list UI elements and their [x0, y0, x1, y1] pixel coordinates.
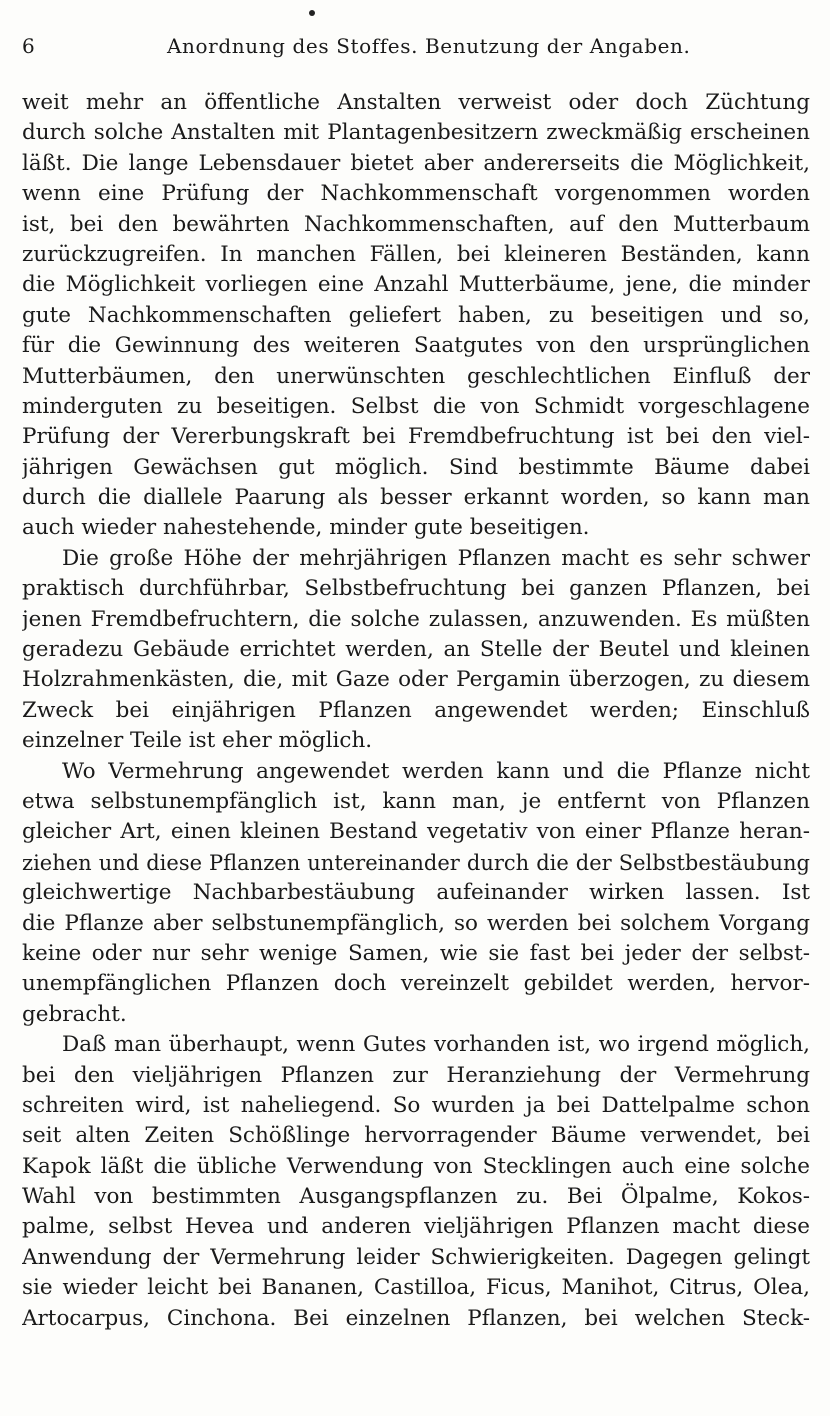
page-number: 6: [22, 34, 36, 58]
text-line: Zweck bei einjährigen Pflanzen angewendet werden; Einschluß: [22, 697, 810, 723]
text-line: gleicher Art, einen kleinen Bestand vegetativ von einer Pflanze heran-: [22, 819, 810, 845]
text-line: jährigen Gewächsen gut möglich. Sind bestimmte Bäume dabei: [22, 454, 810, 480]
text-line: Artocarpus, Cinchona. Bei einzelnen Pflanzen, bei welchen Steck-: [22, 1305, 810, 1331]
text-line: jenen Fremdbefruchtern, die solche zulassen, anzuwenden. Es müßten: [22, 606, 810, 632]
text-line: keine oder nur sehr wenige Samen, wie sie fast bei jeder der selbst-: [22, 940, 810, 966]
paragraph-1: [22, 88, 810, 544]
text-line: für die Gewinnung des weiteren Saatgutes von den ursprünglichen: [22, 333, 810, 359]
text-line: wenn eine Prüfung der Nachkommenschaft vorgenommen worden: [22, 181, 810, 207]
text-line: Mutterbäumen, den unerwünschten geschlechtlichen Einfluß der: [22, 363, 810, 389]
text-line: Holzrahmenkästen, die, mit Gaze oder Pergamin überzogen, zu diesem: [22, 667, 810, 693]
text-line: einzelner Teile ist eher möglich.: [22, 728, 373, 754]
paragraph-3: [22, 757, 810, 1031]
text-line: durch solche Anstalten mit Plantagenbesitzern zweckmäßig erscheinen: [22, 120, 810, 146]
paragraph-4: [22, 1030, 810, 1334]
text-line: durch die diallele Paarung als besser erkannt worden, so kann man: [22, 485, 810, 511]
text-line: die Möglichkeit vorliegen eine Anzahl Mutterbäume, jene, die minder: [22, 272, 810, 298]
text-line: etwa selbstunempfänglich ist, kann man, je entfernt von Pflanzen: [22, 788, 810, 814]
text-line: minderguten zu beseitigen. Selbst die von Schmidt vorgeschlagene: [22, 393, 810, 419]
text-line: Wahl von bestimmten Ausgangspflanzen zu. Bei Ölpalme, Kokos-: [22, 1184, 810, 1210]
text-line: gebracht.: [22, 1001, 127, 1027]
text-line: zurückzugreifen. In manchen Fällen, bei kleineren Beständen, kann: [22, 241, 810, 267]
text-line: Kapok läßt die übliche Verwendung von Stecklingen auch eine solche: [22, 1153, 810, 1179]
text-line: die Pflanze aber selbstunempfänglich, so werden bei solchem Vorgang: [22, 910, 810, 936]
text-line: ziehen und diese Pflanzen untereinander durch die der Selbstbestäubung: [22, 850, 810, 875]
text-line: sie wieder leicht bei Bananen, Castilloa, Ficus, Manihot, Citrus, Olea,: [22, 1275, 810, 1301]
text-line: unempfänglichen Pflanzen doch vereinzelt gebildet werden, hervor-: [22, 971, 810, 997]
ink-dot: [309, 10, 315, 16]
text-line: Daß man überhaupt, wenn Gutes vorhanden ist, wo irgend möglich,: [62, 1032, 810, 1058]
text-line: Wo Vermehrung angewendet werden kann und die Pflanze nicht: [62, 758, 810, 784]
text-line: weit mehr an öffentliche Anstalten verweist oder doch Züchtung: [22, 90, 810, 115]
text-line: ist, bei den bewährten Nachkommenschaften, auf den Mutterbaum: [22, 211, 810, 237]
text-line: gute Nachkommenschaften geliefert haben, zu beseitigen und so,: [22, 302, 810, 328]
paragraph-2: [22, 544, 810, 757]
text-line: Die große Höhe der mehrjährigen Pflanzen macht es sehr schwer: [62, 545, 810, 571]
text-line: auch wieder nahestehende, minder gute beseitigen.: [22, 515, 590, 541]
text-line: Prüfung der Vererbungskraft bei Fremdbefruchtung ist bei den viel-: [22, 424, 810, 450]
text-line: läßt. Die lange Lebensdauer bietet aber andererseits die Möglichkeit,: [22, 150, 810, 176]
text-line: schreiten wird, ist naheliegend. So wurden ja bei Dattelpalme schon: [22, 1092, 810, 1118]
text-line: gleichwertige Nachbarbestäubung aufeinander wirken lassen. Ist: [22, 880, 810, 906]
text-line: geradezu Gebäude errichtet werden, an Stelle der Beutel und kleinen: [22, 637, 810, 663]
page-header: [22, 34, 808, 62]
text-line: bei den vieljährigen Pflanzen zur Heranziehung der Vermehrung: [22, 1062, 810, 1088]
text-line: Anwendung der Vermehrung leider Schwierigkeiten. Dagegen gelingt: [22, 1244, 810, 1270]
text-line: praktisch durchführbar, Selbstbefruchtung bei ganzen Pflanzen, bei: [22, 576, 810, 602]
text-line: seit alten Zeiten Schößlinge hervorragender Bäume verwendet, bei: [22, 1123, 810, 1149]
body-text: [22, 88, 810, 1334]
running-title: Anordnung des Stoffes. Benutzung der Angaben.: [167, 34, 691, 58]
text-line: palme, selbst Hevea und anderen vieljährigen Pflanzen macht diese: [22, 1214, 810, 1240]
